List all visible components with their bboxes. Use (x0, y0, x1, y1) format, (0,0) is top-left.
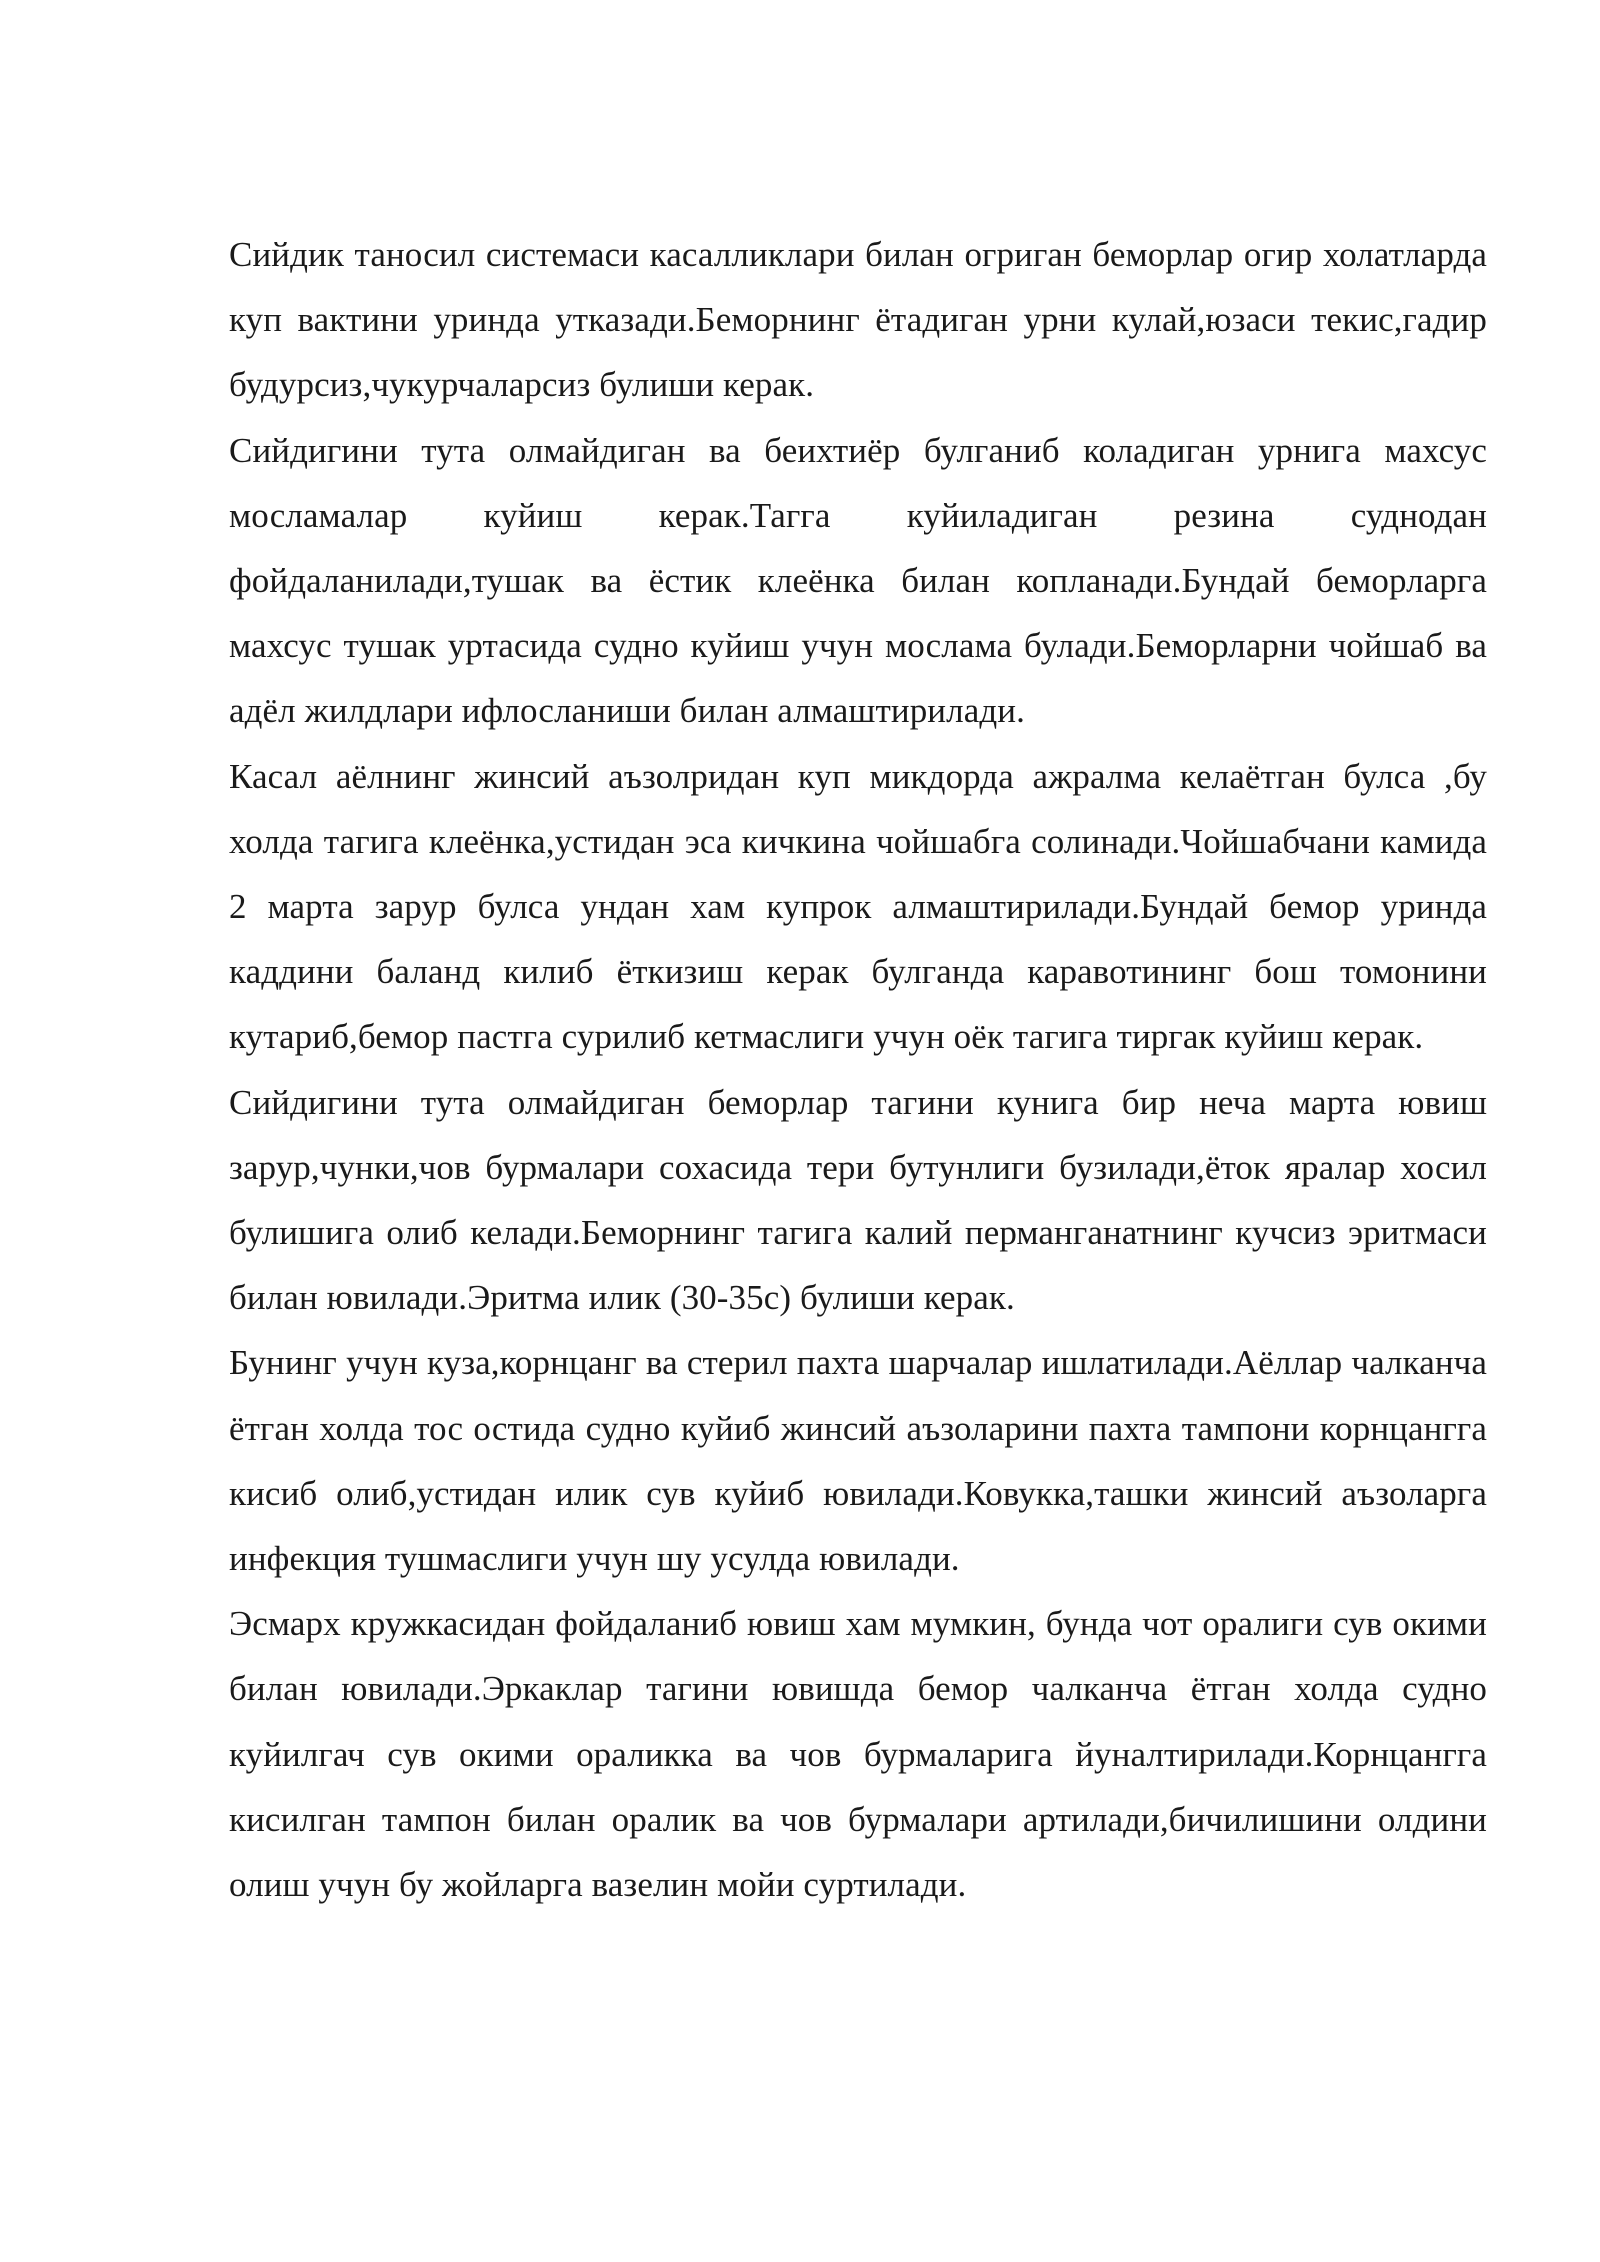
paragraph: Эсмарх кружкасидан фойдаланиб ювиш хам мумкин, бунда чот оралиги сув окими билан ювилади.Эркаклар тагини ювишда бемор чалканча ётган холда судно куйилгач сув окими ораликка ва чов бурмаларига йуналтирилади.Корнцангга кисилган тампон билан оралик ва чов бурмалари артилади,бичилишини олдини олиш учун бу жойларга вазелин мойи суртилади. (229, 1604, 1487, 1905)
document-body (229, 222, 1487, 1917)
paragraph: Сийдигини тута олмайдиган беморлар тагини кунига бир неча марта ювиш зарур,чунки,чов бурмалари сохасида тери бутунлиги бузилади,ёток яралар хосил булишига олиб келади.Беморнинг тагига калий перманганатнинг кучсиз эритмаси билан ювилади.Эритма илик (30-35с) булиши керак. (229, 1082, 1487, 1318)
paragraph: Бунинг учун куза,корнцанг ва стерил пахта шарчалар ишлатилади.Аёллар чалканча ётган холда тос остида судно куйиб жинсий аъзоларини пахта тампони корнцангга кисиб олиб,устидан илик сув куйиб ювилади.Ковукка,ташки жинсий аъзоларга инфекция тушмаслиги учун шу усулда ювилади. (229, 1343, 1487, 1579)
paragraph: Сийдигини тута олмайдиган ва беихтиёр булганиб коладиган урнига махсус мосламалар куйиш керак.Тагга куйиладиган резина суднодан фойдаланилади,тушак ва ёстик клеёнка билан копланади.Бундай беморларга махсус тушак уртасида судно куйиш учун мослама булади.Беморларни чойшаб ва адёл жилдлари ифлосланиши билан алмаштирилади. (229, 430, 1487, 731)
paragraph: Сийдик таносил системаси касалликлари билан огриган беморлар огир холатларда куп вактини уринда утказади.Беморнинг ётадиган урни кулай,юзаси текис,гадир будурсиз,чукурчаларсиз булиши керак. (229, 235, 1487, 405)
paragraph: Касал аёлнинг жинсий аъзолридан куп микдорда ажралма келаётган булса ,бу холда тагига клеёнка,устидан эса кичкина чойшабга солинади.Чойшабчани камида 2 марта зарур булса ундан хам купрок алмаштирилади.Бундай бемор уринда каддини баланд килиб ёткизиш керак булганда каравотининг бош томонини кутариб,бемор пастга сурилиб кетмаслиги учун оёк тагига тиргак куйиш керак. (229, 756, 1487, 1057)
